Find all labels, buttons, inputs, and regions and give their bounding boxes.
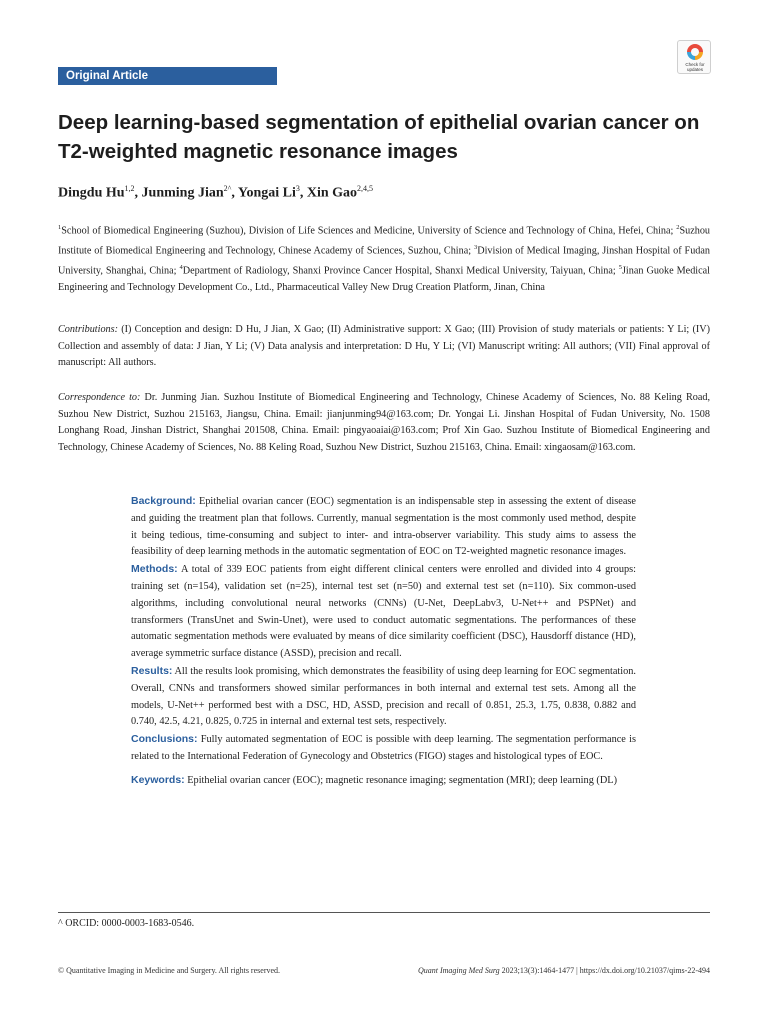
author-list: Dingdu Hu$^{1,2}$, Junming Jian$^{2\^{}}$, Yongai Li$^3$, Xin Gao$^{2,4,5}$ — [58, 184, 374, 201]
article-type-badge: Original Article — [58, 67, 277, 85]
author-affiliation-sup: 2^ — [223, 184, 232, 193]
affiliations: $^1$School of Biomedical Engineering (Suzhou), Division of Life Sciences and Medicine, University of Science and Technology of China, Hefei, China; $^2$Suzhou Institute of Biomedical Engineering and Technology, Chinese Academy of Sciences, Suzhou, China; $^3$Division of Medical Imaging, Jinshan Hospital of Fudan University, Shanghai, China; $^4$Department of Radiology, Shanxi Province Cancer Hospital, Shanxi Medical University, Taiyuan, China; $^5$Jinan Guoke Medical Engineering and Technology Development Co., Ltd., Pharmaceutical Valley New Drug Creation Platform, Jinan, China — [58, 224, 710, 293]
contributions-text: (I) Conception and design: D Hu, J Jian, X Gao; (II) Administrative support: X Gao; (III) Provision of study materials or patients: Y Li; (IV) Collection and assembly of data: J Jian, Y Li; (V) Data analysis and interpretation: D Hu, Y Li; (VI) Manuscript writing: All authors; (VII) Final approval of manuscript: All authors. — [58, 324, 710, 369]
crossmark-label: Check for updates — [685, 62, 705, 72]
abstract-background: Background: Epithelial ovarian cancer (EOC) segmentation is an indispensable step in assessing the extent of disease and guiding the treatment plan that follows. Currently, manual segmentation is the most commonly used method, despite it being tedious, time-consuming and subject to inter- and intra-observer variability. This study aims to assess the feasibility of deep learning methods in the automatic segmentation of EOC on T2-weighted magnetic resonance images. — [131, 495, 636, 558]
citation-footer — [362, 966, 710, 975]
correspondence-label: Correspondence to: — [58, 392, 141, 403]
author-affiliation-sup: 3 — [295, 184, 300, 193]
author-name: Xin Gao — [306, 185, 358, 201]
affiliation: Department of Radiology, Shanxi Province Cancer Hospital, Shanxi Medical University, Taiyuan, China; — [182, 265, 619, 277]
abstract-results: Results: All the results look promising, which demonstrates the feasibility of using deep learning for EOC segmentation. Overall, CNNs and transformers showed similar performances in both internal and external test sets. Among all the models, U-Net++ performed best with a DSC, HD, ASSD, precision and recall of 0.851, 25.3, 1.75, 0.838, 0.882 and 0.740, 42.5, 4.21, 0.825, 0.725 in internal and external test sets, respectively. — [131, 664, 636, 728]
author-name: Junming Jian — [141, 185, 224, 201]
abstract-conclusions: Conclusions: Fully automated segmentation of EOC is possible with deep learning. The segmentation performance is related to the International Federation of Gynecology and Obstetrics (FIGO) stages and histological types of EOC. — [131, 733, 636, 762]
abstract — [131, 493, 636, 790]
copyright-footer: © Quantitative Imaging in Medicine and Surgery. All rights reserved. — [58, 966, 281, 975]
keywords-label: Keywords: — [131, 773, 185, 786]
article-title: Deep learning-based segmentation of epithelial ovarian cancer on T2-weighted magnetic resonance images — [58, 111, 700, 163]
correspondence — [58, 390, 710, 456]
abstract-keywords: Keywords: Epithelial ovarian cancer (EOC); magnetic resonance imaging; segmentation (MRI); deep learning (DL) — [131, 773, 617, 786]
affiliation: Jinan Guoke Medical Engineering and Technology Development Co., Ltd., Pharmaceutical Valley New Drug Creation Platform, Jinan, China — [58, 265, 710, 293]
affiliation: School of Biomedical Engineering (Suzhou), Division of Life Sciences and Medicine, University of Science and Technology of China, Hefei, China; — [61, 225, 677, 237]
author-name: Yongai Li — [237, 185, 296, 201]
methods-label: Methods: — [131, 563, 178, 576]
background-label: Background: — [131, 495, 196, 507]
contributions-label: Contributions: — [58, 324, 119, 335]
abstract-methods: Methods: A total of 339 EOC patients from eight different clinical centers were enrolled and divided into 4 groups: training set (n=154), validation set (n=25), internal test set (n=50) and external test set (n=110). Six common-used algorithms, including convolutional neural networks (CNNs) (U-Net, DeepLabv3, U-Net++ and PSPNet) and transformers (TransUnet and Swin-Unet), were used to conduct automatic segmentations. The performances of these automatic segmentation methods were evaluated by means of dice similarity coefficient (DSC), Hausdorff distance (HD), average symmetric surface distance (ASSD), precision and recall. — [131, 563, 636, 660]
author-name: Dingdu Hu — [58, 185, 125, 201]
crossmark-icon — [687, 44, 703, 60]
affiliation: Division of Medical Imaging, Jinshan Hospital of Fudan University, Shanghai, China; — [58, 245, 710, 277]
orcid-footnote: ^ ORCID: 0000-0003-1683-0546. — [58, 918, 195, 929]
conclusions-label: Conclusions: — [131, 733, 198, 746]
check-for-updates-button[interactable] — [677, 40, 711, 74]
results-label: Results: — [131, 664, 173, 677]
contributions — [58, 322, 710, 372]
citation-doi[interactable]: 2023;13(3):1464-1477 | https://dx.doi.org/10.21037/qims-22-494 — [499, 966, 710, 975]
author-affiliation-sup: 2,4,5 — [357, 184, 374, 193]
affiliation: Suzhou Institute of Biomedical Engineering and Technology, Chinese Academy of Sciences, Suzhou, China; — [58, 225, 710, 257]
correspondence-text: Dr. Junming Jian. Suzhou Institute of Biomedical Engineering and Technology, Chinese Academy of Sciences, No. 88 Keling Road, Suzhou New District, Suzhou 215163, Jiangsu, China. Email: jianjunming94@163.com; Dr. Yongai Li. Jinshan Hospital of Fudan University, No. 1508 Longhang Road, Jinshan District, Shanghai 201508, China. Email: pingyaoaiai@163.com; Prof Xin Gao. Suzhou Institute of Biomedical Engineering and Technology, Chinese Academy of Sciences, No. 88 Keling Road, Suzhou New District, Suzhou 215163, China. Email: xingaosam@163.com. — [58, 392, 710, 453]
author-affiliation-sup: 1,2 — [124, 184, 135, 193]
journal-name: Quant Imaging Med Surg — [417, 966, 500, 975]
footnote-divider — [58, 912, 710, 913]
